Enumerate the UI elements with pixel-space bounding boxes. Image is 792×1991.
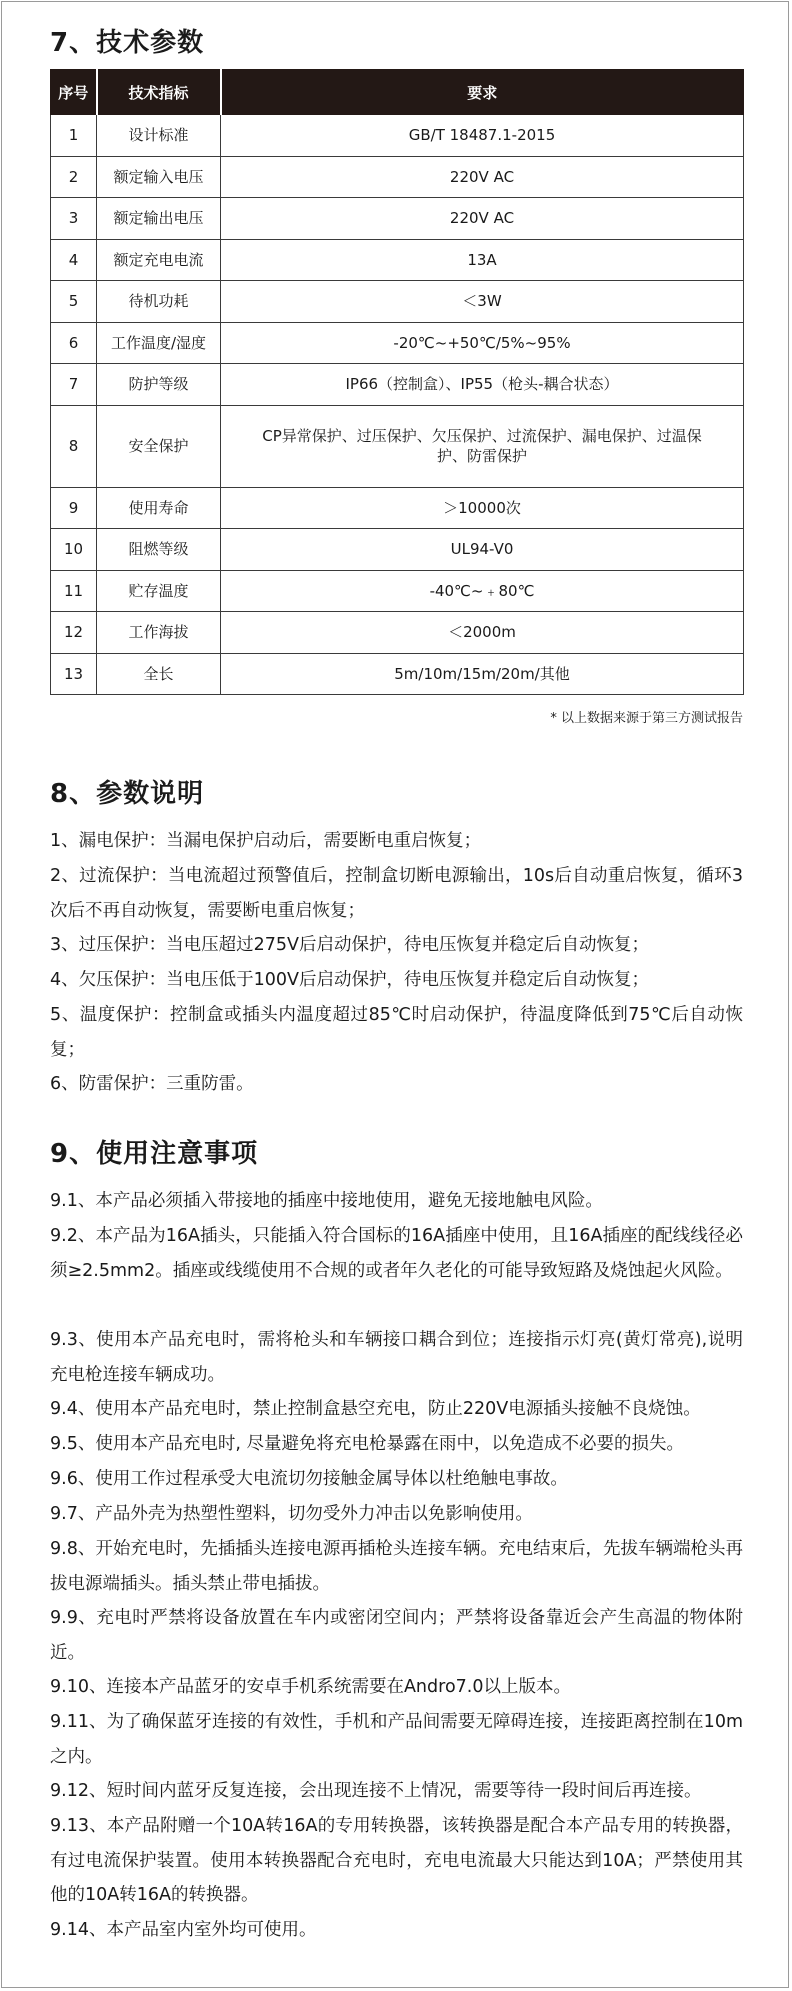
row-no: 12 <box>51 612 97 654</box>
notice-9-1: 9.1、本产品必须插入带接地的插座中接地使用，避免无接地触电风险。 <box>50 1191 603 1211</box>
table-header-row <box>51 70 744 115</box>
notice-9-13: 9.13、本产品附赠一个10A转16A的专用转换器，该转换器是配合本产品专用的转换器，有过电流保护装置。使用本转换器配合充电时，充电电流最大只能达到10A；严禁使用其他的10A转16A的转换器。 <box>50 1816 743 1905</box>
row-no: 6 <box>51 322 97 364</box>
row-no: 13 <box>51 653 97 695</box>
notice-9-10: 9.10、连接本产品蓝牙的安卓手机系统需要在Andro7.0以上版本。 <box>50 1677 571 1697</box>
table-row <box>51 115 744 157</box>
row-spec: 13A <box>221 239 744 281</box>
param-note-5: 5、温度保护：控制盒或插头内温度超过85℃时启动保护，待温度降低到75℃后自动恢复； <box>50 1005 743 1060</box>
table-row <box>51 529 744 571</box>
header-spec: 要求 <box>221 70 744 115</box>
row-no: 8 <box>51 405 97 487</box>
row-no: 4 <box>51 239 97 281</box>
row-item: 额定输入电压 <box>97 156 221 198</box>
param-note-6: 6、防雷保护：三重防雷。 <box>50 1074 254 1094</box>
notice-9-14: 9.14、本产品室内室外均可使用。 <box>50 1920 317 1940</box>
row-item: 待机功耗 <box>97 281 221 323</box>
row-spec: ＜2000m <box>221 612 744 654</box>
row-item: 额定输出电压 <box>97 198 221 240</box>
row-item: 全长 <box>97 653 221 695</box>
table-row <box>51 281 744 323</box>
param-note-4: 4、欠压保护：当电压低于100V后启动保护，待电压恢复并稳定后自动恢复； <box>50 970 650 990</box>
section8-title: 8、参数说明 <box>50 779 205 809</box>
row-no: 9 <box>51 487 97 529</box>
row-no: 2 <box>51 156 97 198</box>
row-item: 额定充电电流 <box>97 239 221 281</box>
table-row <box>51 364 744 406</box>
row-no: 7 <box>51 364 97 406</box>
table-row <box>51 487 744 529</box>
param-note-1: 1、漏电保护：当漏电保护启动后，需要断电重启恢复； <box>50 831 482 851</box>
table-footnote: * 以上数据来源于第三方测试报告 <box>550 711 743 726</box>
row-item: 安全保护 <box>97 405 221 487</box>
table-row <box>51 612 744 654</box>
header-item: 技术指标 <box>97 70 221 115</box>
notice-9-7: 9.7、产品外壳为热塑性塑料，切勿受外力冲击以免影响使用。 <box>50 1504 533 1524</box>
param-note-2: 2、过流保护：当电流超过预警值后，控制盒切断电源输出，10s后自动重启恢复，循环3次后不再自动恢复，需要断电重启恢复； <box>50 866 743 921</box>
row-spec: IP66（控制盒）、IP55（枪头-耦合状态） <box>221 364 744 406</box>
row-no: 3 <box>51 198 97 240</box>
row-spec: -20℃~+50℃/5%~95% <box>221 322 744 364</box>
row-spec: -40℃~﹢80℃ <box>221 570 744 612</box>
row-item: 工作海拔 <box>97 612 221 654</box>
notice-9-11: 9.11、为了确保蓝牙连接的有效性，手机和产品间需要无障碍连接，连接距离控制在10m之内。 <box>50 1712 743 1767</box>
section9-title: 9、使用注意事项 <box>50 1139 259 1169</box>
table-row <box>51 198 744 240</box>
param-note-3: 3、过压保护：当电压超过275V后启动保护，待电压恢复并稳定后自动恢复； <box>50 935 650 955</box>
row-no: 5 <box>51 281 97 323</box>
row-no: 10 <box>51 529 97 571</box>
notice-9-5: 9.5、使用本产品充电时, 尽量避免将充电枪暴露在雨中，以免造成不必要的损失。 <box>50 1434 684 1454</box>
row-item: 工作温度/湿度 <box>97 322 221 364</box>
row-item: 使用寿命 <box>97 487 221 529</box>
row-item: 阻燃等级 <box>97 529 221 571</box>
notice-9-9: 9.9、充电时严禁将设备放置在车内或密闭空间内；严禁将设备靠近会产生高温的物体附近。 <box>50 1608 743 1663</box>
notice-9-4: 9.4、使用本产品充电时，禁止控制盒悬空充电，防止220V电源插头接触不良烧蚀。 <box>50 1399 701 1419</box>
table-row <box>51 322 744 364</box>
row-spec: 220V AC <box>221 156 744 198</box>
row-no: 11 <box>51 570 97 612</box>
table-row <box>51 653 744 695</box>
spec-table <box>50 69 744 695</box>
header-no: 序号 <box>51 70 97 115</box>
row-item: 设计标准 <box>97 115 221 157</box>
row-no: 1 <box>51 115 97 157</box>
row-spec: ＜3W <box>221 281 744 323</box>
notice-9-6: 9.6、使用工作过程承受大电流切勿接触金属导体以杜绝触电事故。 <box>50 1469 568 1489</box>
row-spec: GB/T 18487.1-2015 <box>221 115 744 157</box>
notice-9-8: 9.8、开始充电时，先插插头连接电源再插枪头连接车辆。充电结束后，先拔车辆端枪头再拔电源端插头。插头禁止带电插拔。 <box>50 1539 743 1594</box>
table-row <box>51 570 744 612</box>
row-spec: 220V AC <box>221 198 744 240</box>
table-row <box>51 405 744 487</box>
row-item: 贮存温度 <box>97 570 221 612</box>
notice-9-3: 9.3、使用本产品充电时，需将枪头和车辆接口耦合到位；连接指示灯亮(黄灯常亮),说明充电枪连接车辆成功。 <box>50 1330 743 1385</box>
row-spec: UL94-V0 <box>221 529 744 571</box>
notice-9-12: 9.12、短时间内蓝牙反复连接，会出现连接不上情况，需要等待一段时间后再连接。 <box>50 1781 702 1801</box>
notice-9-2: 9.2、本产品为16A插头，只能插入符合国标的16A插座中使用，且16A插座的配线线径必须≥2.5mm2。插座或线缆使用不合规的或者年久老化的可能导致短路及烧蚀起火风险。 <box>50 1226 743 1281</box>
table-row <box>51 239 744 281</box>
row-spec: ＞10000次 <box>221 487 744 529</box>
row-spec: CP异常保护、过压保护、欠压保护、过流保护、漏电保护、过温保护、防雷保护 <box>221 405 744 487</box>
row-item: 防护等级 <box>97 364 221 406</box>
table-row <box>51 156 744 198</box>
row-spec: 5m/10m/15m/20m/其他 <box>221 653 744 695</box>
section7-title: 7、技术参数 <box>50 28 205 58</box>
